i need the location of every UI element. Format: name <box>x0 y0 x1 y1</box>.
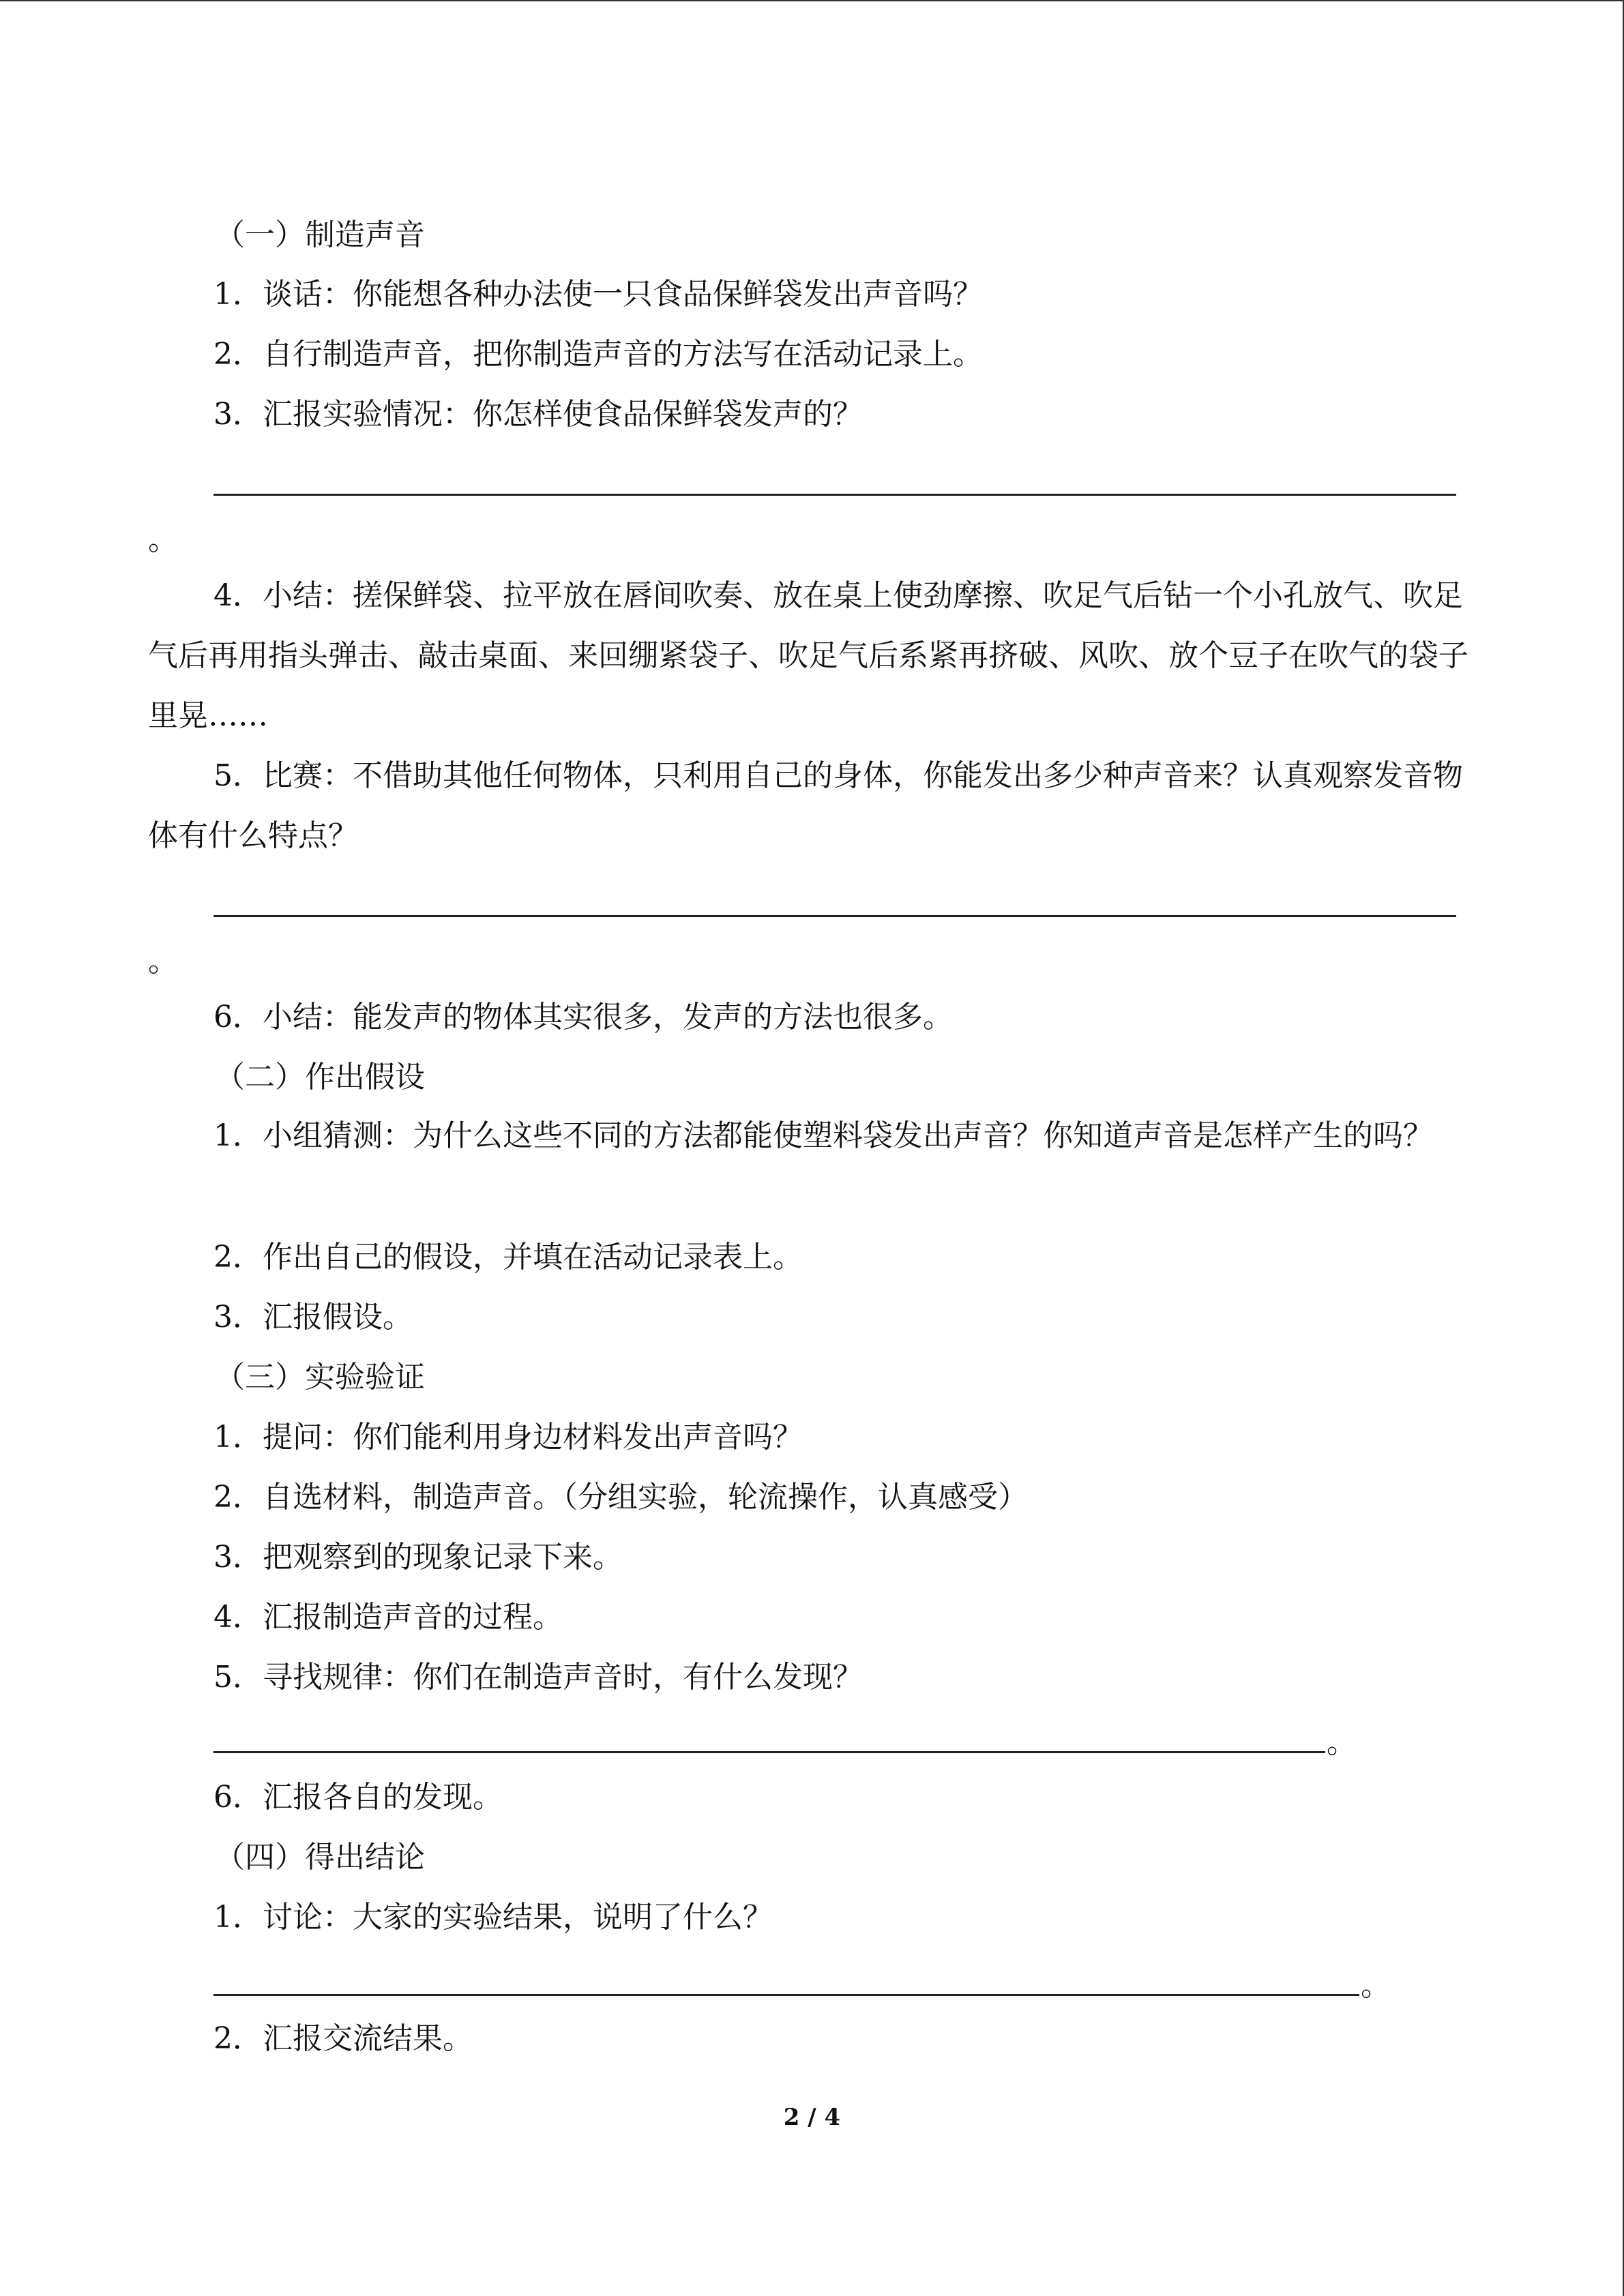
answer-blank-3[interactable] <box>213 1751 1325 1753</box>
s3-item-2: 2．自选材料，制造声音。（分组实验，轮流操作，认真感受） <box>213 1480 1028 1515</box>
section-heading-4: （四）得出结论 <box>215 1840 425 1875</box>
s3-item-3: 3．把观察到的现象记录下来。 <box>213 1540 623 1575</box>
s4-item-1: 1．讨论：大家的实验结果，说明了什么？ <box>213 1900 773 1935</box>
s1-item-6: 6．小结：能发声的物体其实很多，发声的方法也很多。 <box>213 1000 953 1034</box>
section-heading-1: （一）制造声音 <box>215 218 425 252</box>
s1-item-5: 5．比赛：不借助其他任何物体，只利用自己的身体，你能发出多少种声音来？认真观察发音物体有什么特点？ <box>148 758 1463 853</box>
answer-blank-4[interactable] <box>213 1994 1359 1996</box>
s2-item-1: 1．小组猜测：为什么这些不同的方法都能使塑料袋发出声音？你知道声音是怎样产生的吗？ <box>213 1118 1433 1153</box>
s3-item-1: 1．提问：你们能利用身边材料发出声音吗？ <box>213 1420 803 1455</box>
s3-item-6: 6．汇报各自的发现。 <box>213 1780 503 1815</box>
page-number: 2 / 4 <box>783 2104 841 2131</box>
answer-blank-3-end: 。 <box>1327 1725 1357 1760</box>
s2-item-3: 3．汇报假设。 <box>213 1300 413 1335</box>
s3-item-5: 5．寻找规律：你们在制造声音时，有什么发现？ <box>213 1660 863 1695</box>
answer-blank-4-end: 。 <box>1361 1968 1391 2003</box>
s1-item-1: 1．谈话：你能想各种办法使一只食品保鲜袋发出声音吗？ <box>213 277 983 312</box>
s2-item-2: 2．作出自己的假设，并填在活动记录表上。 <box>213 1240 803 1274</box>
s1-item-4: 4．小结：搓保鲜袋、拉平放在唇间吹奏、放在桌上使劲摩擦、吹足气后钻一个小孔放气、吹足气后再用指头弹击、敲击桌面、来回绷紧袋子、吹足气后系紧再挤破、风吹、放个豆子在吹气的袋子里晃…… <box>148 578 1468 733</box>
s4-item-2: 2．汇报交流结果。 <box>213 2021 473 2056</box>
s1-item-2: 2．自行制造声音，把你制造声音的方法写在活动记录上。 <box>213 337 983 372</box>
answer-blank-2[interactable] <box>213 915 1456 917</box>
section-heading-3: （三）实验验证 <box>215 1360 425 1395</box>
s3-item-4: 4．汇报制造声音的过程。 <box>213 1600 563 1635</box>
answer-blank-1[interactable] <box>213 494 1456 496</box>
section-heading-2: （二）作出假设 <box>215 1060 425 1094</box>
answer-blank-2-end: 。 <box>148 944 178 979</box>
answer-blank-1-end: 。 <box>148 522 178 557</box>
s1-item-3: 3．汇报实验情况：你怎样使食品保鲜袋发声的？ <box>213 397 863 432</box>
